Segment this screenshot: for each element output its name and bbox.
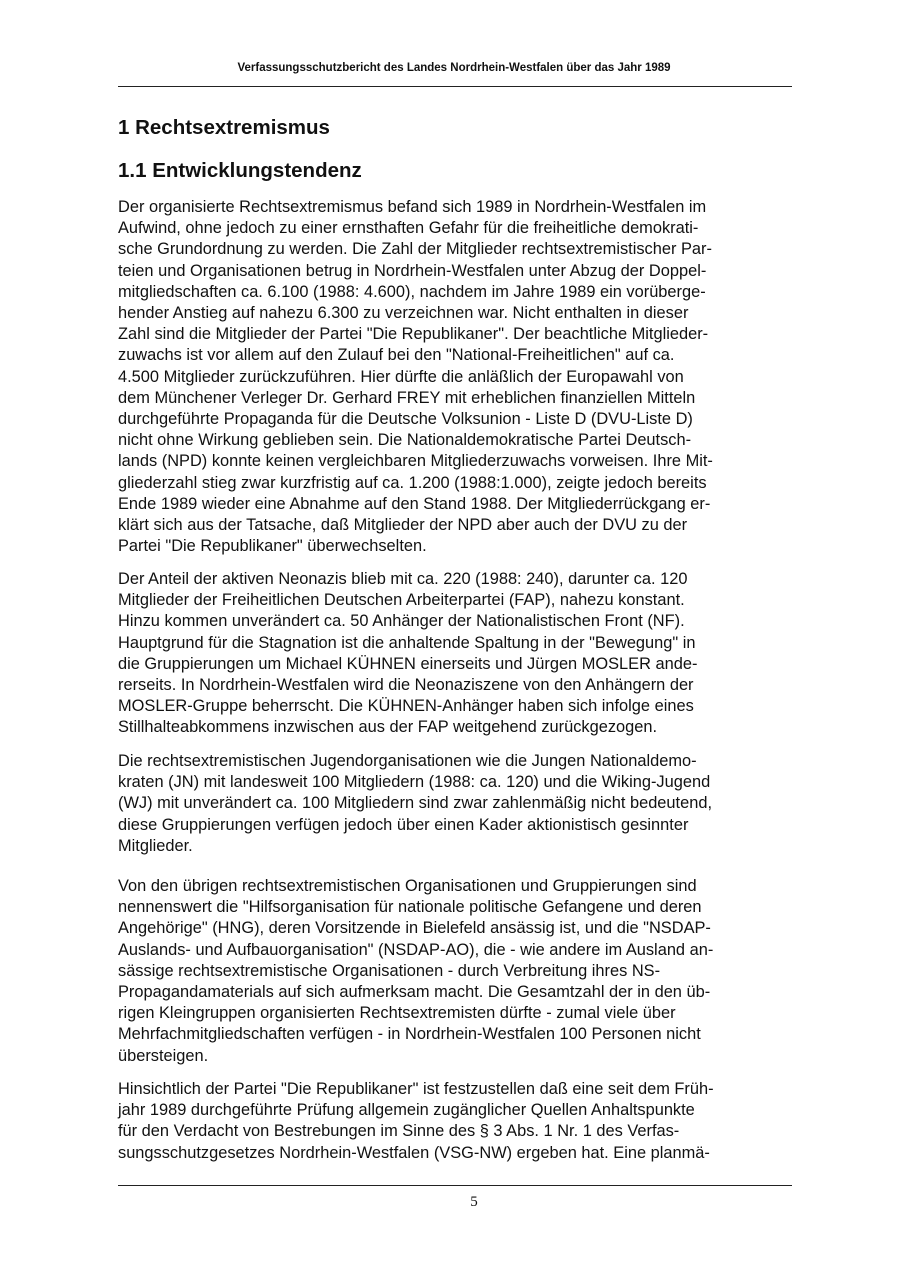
text-line: dem Münchener Verleger Dr. Gerhard FREY mit erheblichen finanziellen Mitteln bbox=[118, 388, 696, 407]
text-line: rigen Kleingruppen organisierten Rechtsextremisten dürfte - zumal viele über bbox=[118, 1004, 676, 1023]
text-line: Der Anteil der aktiven Neonazis blieb mit ca. 220 (1988: 240), darunter ca. 120 bbox=[118, 570, 688, 588]
text-line: teien und Organisationen betrug in Nordrhein-Westfalen unter Abzug der Doppel- bbox=[118, 261, 707, 280]
text-line: rerseits. In Nordrhein-Westfalen wird die Neonaziszene von den Anhängern der bbox=[118, 676, 694, 695]
page-number: 5 bbox=[470, 1194, 478, 1210]
text-line: Zahl sind die Mitglieder der Partei "Die Republikaner". Der beachtliche Mitglieder- bbox=[118, 325, 709, 344]
text-line: die Gruppierungen um Michael KÜHNEN einerseits und Jürgen MOSLER ande- bbox=[118, 654, 698, 673]
text-line: diese Gruppierungen verfügen jedoch über einen Kader aktionistisch gesinnter bbox=[118, 815, 689, 834]
text-line: zuwachs ist vor allem auf den Zulauf bei den "National-Freiheitlichen" auf ca. bbox=[118, 346, 675, 365]
text-line: 4.500 Mitglieder zurückzuführen. Hier dürfte die anläßlich der Europawahl von bbox=[118, 367, 684, 386]
text-line: nicht ohne Wirkung geblieben sein. Die Nationaldemokratische Partei Deutsch- bbox=[118, 431, 692, 450]
paragraph-4 bbox=[118, 876, 798, 1067]
text-line: Ende 1989 wieder eine Abnahme auf den Stand 1988. Der Mitgliederrückgang er- bbox=[118, 494, 711, 513]
text-line: Auslands- und Aufbauorganisation" (NSDAP-AO), die - wie andere im Ausland an- bbox=[118, 940, 714, 959]
text-line: Die rechtsextremistischen Jugendorganisationen wie die Jungen Nationaldemo- bbox=[118, 752, 697, 770]
text-line: Angehörige" (HNG), deren Vorsitzende in Bielefeld ansässig ist, und die "NSDAP- bbox=[118, 919, 711, 938]
running-header: Verfassungsschutzbericht des Landes Nordrhein-Westfalen über das Jahr 1989 bbox=[237, 62, 671, 74]
text-line: sässige rechtsextremistische Organisationen - durch Verbreitung ihres NS- bbox=[118, 961, 661, 980]
text-line: jahr 1989 durchgeführte Prüfung allgemein zugänglicher Quellen Anhaltspunkte bbox=[118, 1101, 695, 1120]
text-line: Hinzu kommen unverändert ca. 50 Anhänger der Nationalistischen Front (NF). bbox=[118, 612, 685, 631]
text-line: Propagandamaterials auf sich aufmerksam macht. Die Gesamtzahl der in den üb- bbox=[118, 983, 711, 1002]
text-line: nennenswert die "Hilfsorganisation für nationale politische Gefangene und deren bbox=[118, 898, 702, 917]
text-line: Aufwind, ohne jedoch zu einer ernsthaften Gefahr für die freiheitliche demokrati- bbox=[118, 219, 699, 238]
text-line: übersteigen. bbox=[118, 1046, 209, 1065]
text-line: durchgeführte Propaganda für die Deutsche Volksunion - Liste D (DVU-Liste D) bbox=[118, 410, 693, 429]
text-line: Mehrfachmitgliedschaften verfügen - in Nordrhein-Westfalen 100 Personen nicht bbox=[118, 1025, 701, 1044]
text-line: Mitglieder der Freiheitlichen Deutschen Arbeiterpartei (FAP), nahezu konstant. bbox=[118, 591, 685, 610]
text-line: (WJ) mit unverändert ca. 100 Mitgliedern sind zwar zahlenmäßig nicht bedeutend, bbox=[118, 794, 712, 813]
text-line: hender Anstieg auf nahezu 6.300 zu verzeichnen war. Nicht enthalten in dieser bbox=[118, 304, 689, 323]
text-line: für den Verdacht von Bestrebungen im Sinne des § 3 Abs. 1 Nr. 1 des Verfas- bbox=[118, 1122, 680, 1141]
footer-rule bbox=[118, 1185, 792, 1186]
header-rule bbox=[118, 86, 792, 87]
paragraph-1 bbox=[118, 197, 798, 557]
text-line: Der organisierte Rechtsextremismus befand sich 1989 in Nordrhein-Westfalen im bbox=[118, 198, 707, 216]
text-line: MOSLER-Gruppe beherrscht. Die KÜHNEN-Anhänger haben sich infolge eines bbox=[118, 697, 694, 716]
text-line: gliederzahl stieg zwar kurzfristig auf ca. 1.200 (1988:1.000), zeigte jedoch bereits bbox=[118, 473, 707, 492]
chapter-heading: 1 Rechtsextremismus bbox=[118, 116, 330, 139]
text-line: Hinsichtlich der Partei "Die Republikaner" ist festzustellen daß eine seit dem Früh- bbox=[118, 1080, 714, 1098]
paragraph-2 bbox=[118, 569, 798, 739]
text-line: Stillhalteabkommens inzwischen aus der FAP weitgehend zurückgezogen. bbox=[118, 718, 658, 737]
text-line: Von den übrigen rechtsextremistischen Organisationen und Gruppierungen sind bbox=[118, 877, 697, 895]
paragraph-5 bbox=[118, 1079, 798, 1164]
text-line: Mitglieder. bbox=[118, 836, 193, 855]
text-line: sche Grundordnung zu werden. Die Zahl der Mitglieder rechtsextremistischer Par- bbox=[118, 240, 712, 259]
text-line: lands (NPD) konnte keinen vergleichbaren Mitgliederzuwachs vorweisen. Ihre Mit- bbox=[118, 452, 713, 471]
text-line: mitgliedschaften ca. 6.100 (1988: 4.600), nachdem im Jahre 1989 ein vorüberge- bbox=[118, 282, 706, 301]
paragraph-3 bbox=[118, 751, 798, 857]
text-line: sungsschutzgesetzes Nordrhein-Westfalen (VSG-NW) ergeben hat. Eine planmä- bbox=[118, 1143, 710, 1162]
text-line: Partei "Die Republikaner" überwechselten. bbox=[118, 537, 427, 556]
text-line: klärt sich aus der Tatsache, daß Mitglieder der NPD aber auch der DVU zu der bbox=[118, 516, 688, 535]
text-line: Hauptgrund für die Stagnation ist die anhaltende Spaltung in der "Bewegung" in bbox=[118, 633, 696, 652]
section-heading: 1.1 Entwicklungstendenz bbox=[118, 159, 362, 182]
text-line: kraten (JN) mit landesweit 100 Mitgliedern (1988: ca. 120) und die Wiking-Jugend bbox=[118, 773, 711, 792]
